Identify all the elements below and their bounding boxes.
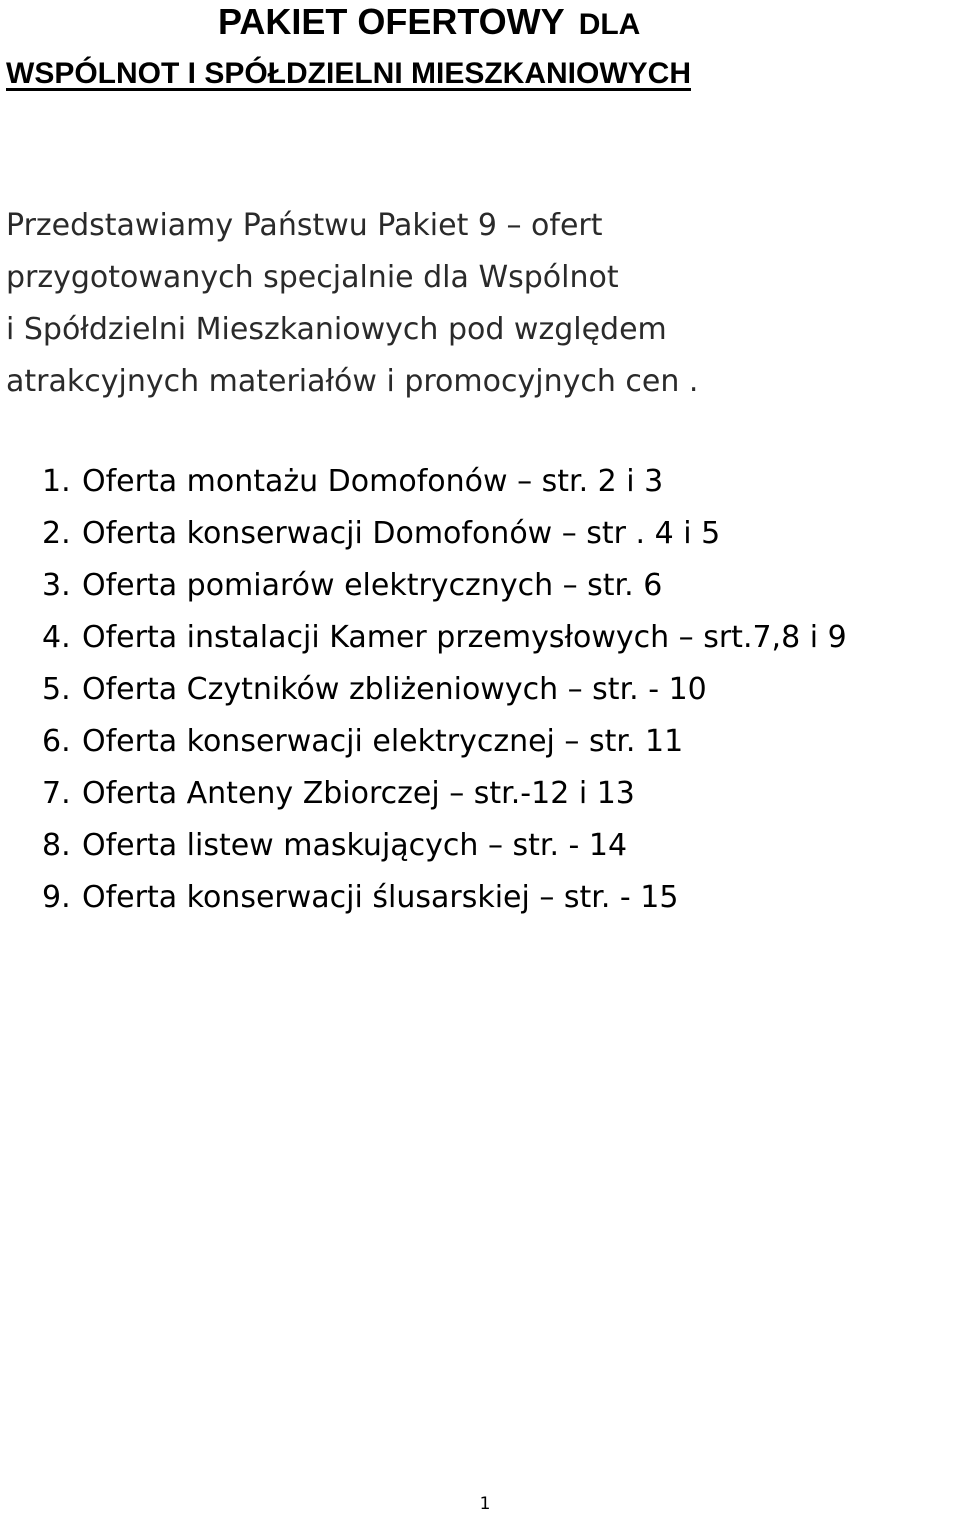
offer-text: Oferta konserwacji elektrycznej – str. 11: [82, 724, 684, 759]
offer-text: Oferta konserwacji ślusarskiej – str. - 15: [82, 880, 679, 915]
offer-item: [42, 612, 960, 664]
offer-list: [42, 456, 960, 924]
offer-number: 8.: [42, 828, 71, 863]
offer-number: 5.: [42, 672, 71, 707]
offer-number: 7.: [42, 776, 71, 811]
page-number: 1: [479, 1494, 491, 1514]
offer-text: Oferta Anteny Zbiorczej – str.-12 i 13: [82, 776, 635, 811]
offer-text: Oferta listew maskujących – str. - 14: [82, 828, 628, 863]
offer-item: [42, 560, 960, 612]
offer-number: 1.: [42, 464, 71, 499]
offer-number: 9.: [42, 880, 71, 915]
offer-item: [42, 872, 960, 924]
offer-number: 2.: [42, 516, 71, 551]
intro-line: przygotowanych specjalnie dla Wspólnot: [6, 260, 619, 295]
document-subtitle: WSPÓLNOT I SPÓŁDZIELNI MIESZKANIOWYCH: [6, 57, 691, 90]
offer-number: 4.: [42, 620, 71, 655]
offer-number: 6.: [42, 724, 71, 759]
offer-item: [42, 820, 960, 872]
intro-line: i Spółdzielni Mieszkaniowych pod względem: [6, 312, 667, 347]
intro-line: atrakcyjnych materiałów i promocyjnych cen .: [6, 364, 699, 399]
offer-text: Oferta montażu Domofonów – str. 2 i 3: [82, 464, 664, 499]
offer-item: [42, 456, 960, 508]
offer-text: Oferta instalacji Kamer przemysłowych – srt.7,8 i 9: [82, 620, 847, 655]
offer-text: Oferta pomiarów elektrycznych – str. 6: [82, 568, 663, 603]
document-title: [218, 2, 640, 45]
offer-text: Oferta Czytników zbliżeniowych – str. - 10: [82, 672, 707, 707]
intro-paragraph: [6, 200, 906, 408]
offer-item: [42, 768, 960, 820]
title-suffix: DLA: [578, 8, 641, 41]
intro-line: Przedstawiamy Państwu Pakiet 9 – ofert: [6, 208, 603, 243]
offer-number: 3.: [42, 568, 71, 603]
offer-item: [42, 508, 960, 560]
offer-item: [42, 716, 960, 768]
offer-item: [42, 664, 960, 716]
title-main: PAKIET OFERTOWY: [218, 1, 565, 42]
offer-text: Oferta konserwacji Domofonów – str . 4 i 5: [82, 516, 721, 551]
